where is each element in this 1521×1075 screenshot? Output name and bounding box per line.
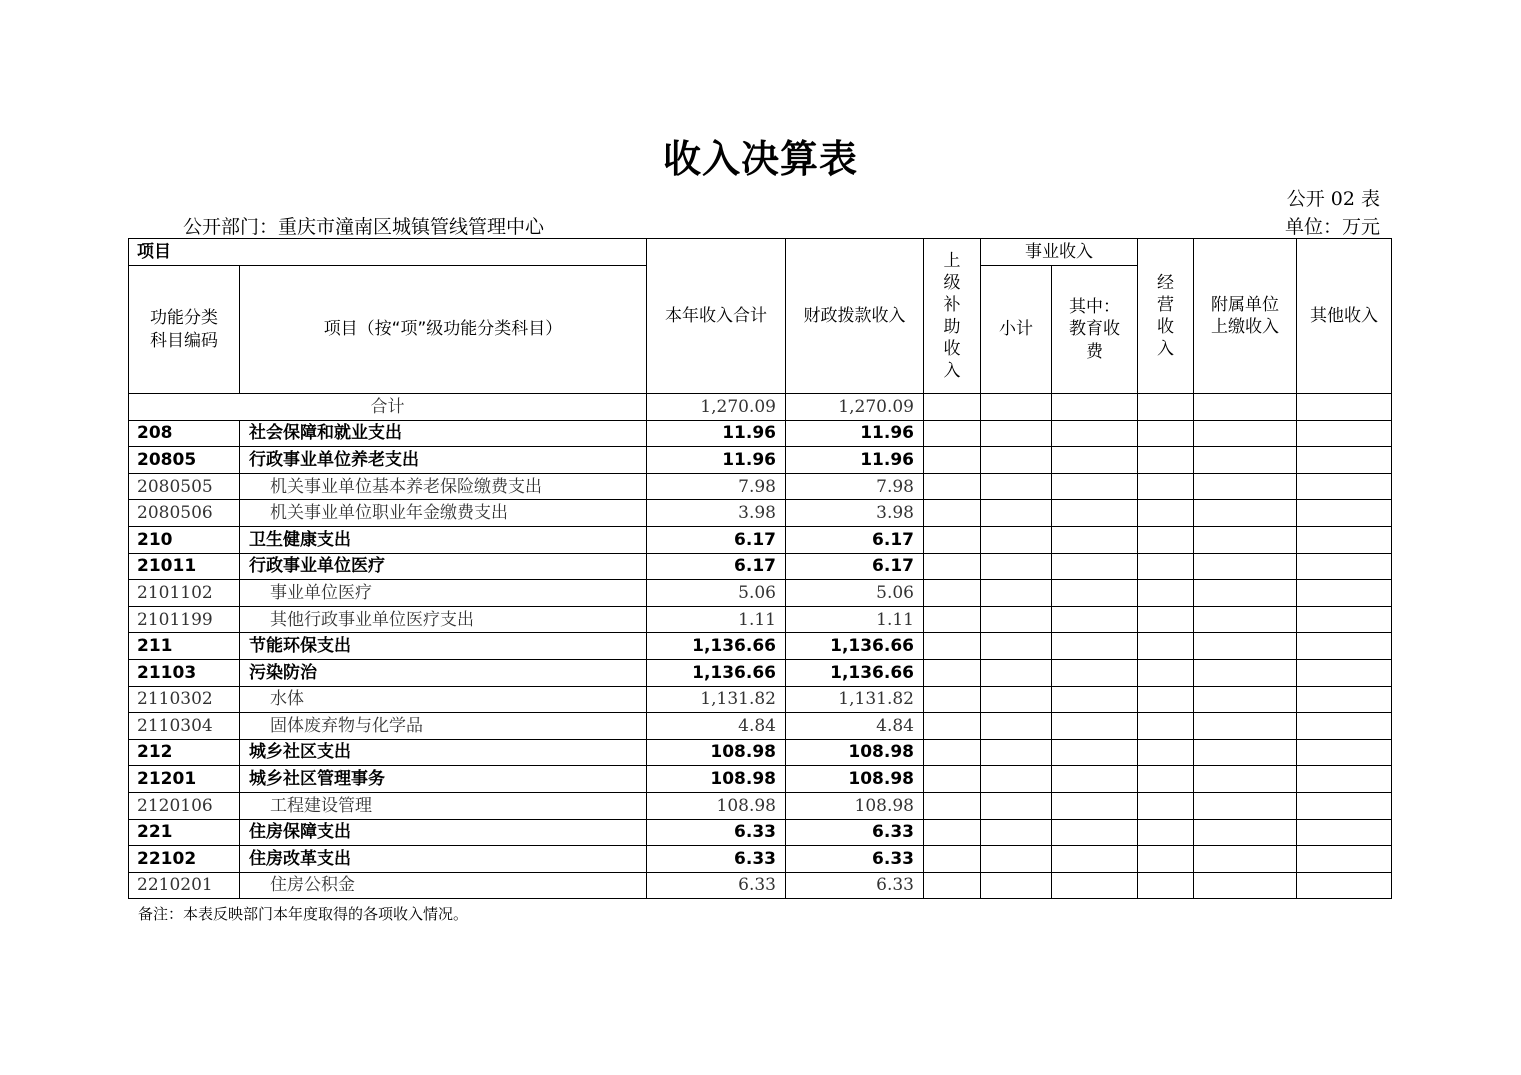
- empty-cell: [1138, 553, 1194, 580]
- empty-cell: [1138, 766, 1194, 793]
- row-total: 1.11: [647, 606, 786, 633]
- table-body: [129, 394, 1392, 899]
- table-row: [129, 447, 1392, 474]
- header-total: 本年收入合计: [647, 239, 786, 394]
- empty-cell: [981, 872, 1052, 899]
- header-career-subtotal: 小计: [981, 266, 1052, 394]
- empty-cell: [924, 420, 981, 447]
- row-name: 水体: [240, 686, 647, 713]
- empty-cell: [1194, 553, 1297, 580]
- row-name: 行政事业单位养老支出: [240, 447, 647, 474]
- empty-cell: [1297, 713, 1392, 740]
- row-fiscal: 11.96: [786, 447, 924, 474]
- empty-cell: [1194, 659, 1297, 686]
- empty-cell: [1194, 606, 1297, 633]
- empty-cell: [981, 846, 1052, 873]
- row-name: 卫生健康支出: [240, 526, 647, 553]
- empty-cell: [1297, 447, 1392, 474]
- empty-cell: [1138, 792, 1194, 819]
- row-fiscal: 108.98: [786, 792, 924, 819]
- empty-cell: [1194, 500, 1297, 527]
- empty-cell: [981, 686, 1052, 713]
- row-fiscal: 6.17: [786, 526, 924, 553]
- table-row: [129, 872, 1392, 899]
- row-code: 211: [129, 633, 240, 660]
- row-total: 108.98: [647, 766, 786, 793]
- header-other: 其他收入: [1297, 239, 1392, 394]
- empty-cell: [924, 713, 981, 740]
- header-superior: 上级补助收入: [924, 239, 981, 394]
- empty-cell: [1052, 739, 1138, 766]
- empty-cell: [924, 447, 981, 474]
- empty-cell: [1194, 739, 1297, 766]
- empty-cell: [924, 526, 981, 553]
- empty-cell: [1297, 420, 1392, 447]
- row-name: 行政事业单位医疗: [240, 553, 647, 580]
- empty-cell: [1297, 633, 1392, 660]
- empty-cell: [981, 606, 1052, 633]
- row-name: 社会保障和就业支出: [240, 420, 647, 447]
- header-name: 项目（按“项”级功能分类科目）: [240, 266, 647, 394]
- empty-cell: [1138, 473, 1194, 500]
- row-code: 2101102: [129, 580, 240, 607]
- empty-cell: [981, 526, 1052, 553]
- empty-cell: [924, 500, 981, 527]
- header-affiliate: 附属单位上缴收入: [1194, 239, 1297, 394]
- empty-cell: [924, 872, 981, 899]
- empty-cell: [981, 500, 1052, 527]
- row-fiscal: 1,136.66: [786, 659, 924, 686]
- row-total: 6.17: [647, 553, 786, 580]
- empty-cell: [981, 792, 1052, 819]
- empty-cell: [981, 819, 1052, 846]
- empty-cell: [1297, 606, 1392, 633]
- row-name: 住房改革支出: [240, 846, 647, 873]
- empty-cell: [981, 713, 1052, 740]
- row-code: 208: [129, 420, 240, 447]
- row-name: 固体废弃物与化学品: [240, 713, 647, 740]
- row-total: 11.96: [647, 420, 786, 447]
- row-fiscal: 11.96: [786, 420, 924, 447]
- row-total: 1,136.66: [647, 633, 786, 660]
- row-name: 城乡社区管理事务: [240, 766, 647, 793]
- empty-cell: [924, 686, 981, 713]
- empty-cell: [924, 846, 981, 873]
- empty-cell: [1052, 580, 1138, 607]
- row-code: 2120106: [129, 792, 240, 819]
- empty-cell: [981, 633, 1052, 660]
- table-row: [129, 420, 1392, 447]
- empty-cell: [1138, 659, 1194, 686]
- empty-cell: [924, 606, 981, 633]
- empty-cell: [1138, 739, 1194, 766]
- empty-cell: [1297, 792, 1392, 819]
- table-row: [129, 792, 1392, 819]
- empty-cell: [1297, 686, 1392, 713]
- empty-cell: [981, 739, 1052, 766]
- empty-cell: [1138, 500, 1194, 527]
- empty-cell: [1052, 766, 1138, 793]
- empty-cell: [1138, 580, 1194, 607]
- row-total: 6.33: [647, 872, 786, 899]
- empty-cell: [1052, 846, 1138, 873]
- empty-cell: [1052, 447, 1138, 474]
- empty-cell: [1194, 819, 1297, 846]
- row-name: 工程建设管理: [240, 792, 647, 819]
- empty-cell: [1194, 872, 1297, 899]
- row-total: 5.06: [647, 580, 786, 607]
- empty-cell: [1052, 872, 1138, 899]
- row-total: 1,131.82: [647, 686, 786, 713]
- row-total: 11.96: [647, 447, 786, 474]
- empty-cell: [924, 766, 981, 793]
- row-code: 2080505: [129, 473, 240, 500]
- row-fiscal: 4.84: [786, 713, 924, 740]
- row-name: 节能环保支出: [240, 633, 647, 660]
- header-career-edu: 其中：教育收费: [1052, 266, 1138, 394]
- empty-cell: [1297, 766, 1392, 793]
- row-fiscal: 108.98: [786, 766, 924, 793]
- header-business: 经营收入: [1138, 239, 1194, 394]
- table-row: [129, 659, 1392, 686]
- empty-cell: [1052, 500, 1138, 527]
- empty-cell: [1297, 659, 1392, 686]
- empty-cell: [1052, 792, 1138, 819]
- row-name: 住房保障支出: [240, 819, 647, 846]
- empty-cell: [1052, 819, 1138, 846]
- empty-cell: [981, 580, 1052, 607]
- row-fiscal: 5.06: [786, 580, 924, 607]
- row-code: 21103: [129, 659, 240, 686]
- page-title: 收入决算表: [662, 137, 858, 181]
- table-row: [129, 633, 1392, 660]
- row-name: 住房公积金: [240, 872, 647, 899]
- empty-cell: [981, 447, 1052, 474]
- row-name: 污染防治: [240, 659, 647, 686]
- empty-cell: [924, 739, 981, 766]
- table-row: [129, 846, 1392, 873]
- empty-cell: [1138, 633, 1194, 660]
- row-code: 210: [129, 526, 240, 553]
- total-label: 合计: [129, 394, 647, 421]
- row-total: 4.84: [647, 713, 786, 740]
- empty-cell: [981, 553, 1052, 580]
- empty-cell: [981, 659, 1052, 686]
- empty-cell: [1138, 713, 1194, 740]
- row-fiscal: 6.17: [786, 553, 924, 580]
- header-code: 功能分类科目编码: [129, 266, 240, 394]
- row-total: 6.33: [647, 846, 786, 873]
- empty-cell: [1138, 420, 1194, 447]
- empty-cell: [1194, 473, 1297, 500]
- empty-cell: [1194, 686, 1297, 713]
- empty-cell: [1052, 659, 1138, 686]
- empty-cell: [1194, 526, 1297, 553]
- row-code: 2080506: [129, 500, 240, 527]
- row-code: 21201: [129, 766, 240, 793]
- empty-cell: [1297, 819, 1392, 846]
- empty-cell: [1194, 633, 1297, 660]
- empty-cell: [924, 659, 981, 686]
- header-item: 项目: [129, 239, 647, 266]
- unit-label: 单位：万元: [1284, 216, 1380, 238]
- row-fiscal: 6.33: [786, 846, 924, 873]
- table-row: [129, 686, 1392, 713]
- row-code: 221: [129, 819, 240, 846]
- row-code: 2210201: [129, 872, 240, 899]
- empty-cell: [1138, 606, 1194, 633]
- empty-cell: [1297, 473, 1392, 500]
- table-row: [129, 553, 1392, 580]
- empty-cell: [924, 633, 981, 660]
- table-row: [129, 473, 1392, 500]
- empty-cell: [924, 819, 981, 846]
- empty-cell: [1052, 553, 1138, 580]
- table-row: [129, 606, 1392, 633]
- table-row: [129, 766, 1392, 793]
- table-row: [129, 713, 1392, 740]
- row-fiscal: 3.98: [786, 500, 924, 527]
- department-label: 公开部门：重庆市潼南区城镇管线管理中心: [183, 216, 545, 238]
- header-career: 事业收入: [981, 239, 1138, 266]
- empty-cell: [924, 580, 981, 607]
- row-total: 108.98: [647, 739, 786, 766]
- row-total: 6.33: [647, 819, 786, 846]
- row-name: 城乡社区支出: [240, 739, 647, 766]
- row-code: 212: [129, 739, 240, 766]
- row-fiscal: 7.98: [786, 473, 924, 500]
- empty-cell: [924, 473, 981, 500]
- row-total: 6.17: [647, 526, 786, 553]
- empty-cell: [1138, 846, 1194, 873]
- row-total: 7.98: [647, 473, 786, 500]
- empty-cell: [1052, 420, 1138, 447]
- row-name: 事业单位医疗: [240, 580, 647, 607]
- empty-cell: [1297, 526, 1392, 553]
- empty-cell: [1052, 686, 1138, 713]
- empty-cell: [1052, 526, 1138, 553]
- empty-cell: [1297, 872, 1392, 899]
- empty-cell: [981, 420, 1052, 447]
- header-fiscal: 财政拨款收入: [786, 239, 924, 394]
- total-sum: 1,270.09: [647, 394, 786, 421]
- empty-cell: [924, 553, 981, 580]
- total-row: [129, 394, 1392, 421]
- row-total: 3.98: [647, 500, 786, 527]
- empty-cell: [1138, 526, 1194, 553]
- empty-cell: [1052, 633, 1138, 660]
- footnote: 备注：本表反映部门本年度取得的各项收入情况。: [138, 905, 469, 923]
- empty-cell: [1194, 580, 1297, 607]
- empty-cell: [1194, 713, 1297, 740]
- empty-cell: [1297, 739, 1392, 766]
- table-row: [129, 500, 1392, 527]
- table-row: [129, 819, 1392, 846]
- empty-cell: [1052, 713, 1138, 740]
- row-name: 机关事业单位基本养老保险缴费支出: [240, 473, 647, 500]
- empty-cell: [1138, 819, 1194, 846]
- table-row: [129, 739, 1392, 766]
- form-number: 公开 02 表: [1286, 188, 1380, 210]
- empty-cell: [1194, 420, 1297, 447]
- table-row: [129, 526, 1392, 553]
- row-code: 2110302: [129, 686, 240, 713]
- row-code: 20805: [129, 447, 240, 474]
- empty-cell: [924, 792, 981, 819]
- row-name: 其他行政事业单位医疗支出: [240, 606, 647, 633]
- row-fiscal: 1.11: [786, 606, 924, 633]
- row-code: 21011: [129, 553, 240, 580]
- empty-cell: [1052, 473, 1138, 500]
- row-fiscal: 108.98: [786, 739, 924, 766]
- empty-cell: [981, 766, 1052, 793]
- empty-cell: [1052, 606, 1138, 633]
- empty-cell: [1297, 500, 1392, 527]
- row-fiscal: 1,136.66: [786, 633, 924, 660]
- empty-cell: [1297, 553, 1392, 580]
- empty-cell: [1194, 792, 1297, 819]
- row-code: 2101199: [129, 606, 240, 633]
- total-fiscal: 1,270.09: [786, 394, 924, 421]
- row-fiscal: 6.33: [786, 819, 924, 846]
- empty-cell: [1194, 766, 1297, 793]
- empty-cell: [1194, 846, 1297, 873]
- row-code: 2110304: [129, 713, 240, 740]
- empty-cell: [1297, 580, 1392, 607]
- income-table: [128, 238, 1392, 899]
- table-row: [129, 580, 1392, 607]
- empty-cell: [1138, 686, 1194, 713]
- row-fiscal: 6.33: [786, 872, 924, 899]
- empty-cell: [1297, 846, 1392, 873]
- row-code: 22102: [129, 846, 240, 873]
- empty-cell: [1138, 872, 1194, 899]
- row-total: 108.98: [647, 792, 786, 819]
- empty-cell: [981, 473, 1052, 500]
- row-fiscal: 1,131.82: [786, 686, 924, 713]
- row-name: 机关事业单位职业年金缴费支出: [240, 500, 647, 527]
- empty-cell: [1138, 447, 1194, 474]
- row-total: 1,136.66: [647, 659, 786, 686]
- empty-cell: [1194, 447, 1297, 474]
